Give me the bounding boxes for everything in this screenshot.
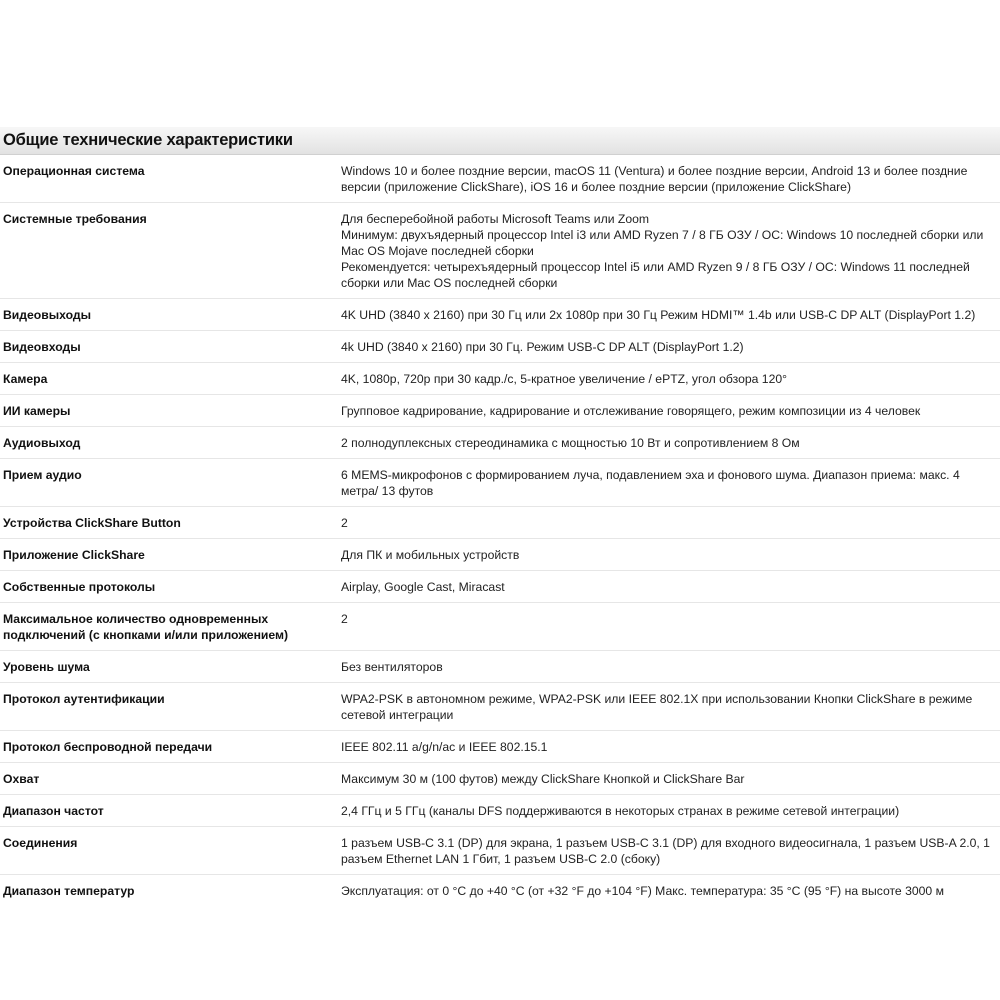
spec-row — [0, 331, 1000, 363]
spec-table-body — [0, 155, 1000, 906]
spec-label: Приложение ClickShare — [0, 539, 340, 571]
spec-label: Видеовыходы — [0, 299, 340, 331]
spec-value: Без вентиляторов — [340, 651, 1000, 683]
spec-label: Собственные протоколы — [0, 571, 340, 603]
spec-value: 2 — [340, 603, 1000, 651]
spec-label: Охват — [0, 763, 340, 795]
spec-label: Уровень шума — [0, 651, 340, 683]
spec-value: 4K, 1080p, 720p при 30 кадр./с, 5-кратное увеличение / ePTZ, угол обзора 120° — [340, 363, 1000, 395]
spec-row — [0, 427, 1000, 459]
spec-row — [0, 875, 1000, 907]
spec-value: Для ПК и мобильных устройств — [340, 539, 1000, 571]
spec-row — [0, 539, 1000, 571]
spec-label: Прием аудио — [0, 459, 340, 507]
spec-label: Видеовходы — [0, 331, 340, 363]
spec-row — [0, 363, 1000, 395]
spec-value: 4K UHD (3840 x 2160) при 30 Гц или 2x 1080p при 30 Гц Режим HDMI™ 1.4b или USB-C DP ALT (DisplayPort 1.2) — [340, 299, 1000, 331]
spec-row — [0, 683, 1000, 731]
spec-row — [0, 571, 1000, 603]
spec-row — [0, 507, 1000, 539]
spec-label: Камера — [0, 363, 340, 395]
spec-section — [0, 127, 1000, 906]
spec-value: 4k UHD (3840 x 2160) при 30 Гц. Режим USB-C DP ALT (DisplayPort 1.2) — [340, 331, 1000, 363]
section-header — [0, 127, 1000, 155]
spec-row — [0, 459, 1000, 507]
spec-label: ИИ камеры — [0, 395, 340, 427]
spec-value: Windows 10 и более поздние версии, macOS 11 (Ventura) и более поздние версии, Android 13 и более поздние версии (приложение ClickShare), iOS 16 и более поздние версии (приложение ClickShare) — [340, 155, 1000, 203]
spec-label: Максимальное количество одновременных подключений (с кнопками и/или приложением) — [0, 603, 340, 651]
spec-value: Для бесперебойной работы Microsoft Teams или Zoom Минимум: двухъядерный процессор Intel i3 или AMD Ryzen 7 / 8 ГБ ОЗУ / ОС: Windows 10 последней сборки или Mac OS Mojave последней сборки Рекомендуется: четырехъядерный процессор Intel i5 или AMD Ryzen 9 / 8 ГБ ОЗУ / ОС: Windows 11 последней сборки или Mac OS последней сборки — [340, 203, 1000, 299]
spec-label: Системные требования — [0, 203, 340, 299]
spec-table — [0, 155, 1000, 906]
section-title: Общие технические характеристики — [3, 131, 293, 149]
spec-value: 1 разъем USB-C 3.1 (DP) для экрана, 1 разъем USB-C 3.1 (DP) для входного видеосигнала, 1 разъем USB-A 2.0, 1 разъем Ethernet LAN 1 Гбит, 1 разъем USB-C 2.0 (сбоку) — [340, 827, 1000, 875]
spec-row — [0, 827, 1000, 875]
spec-value: Airplay, Google Cast, Miracast — [340, 571, 1000, 603]
spec-label: Диапазон частот — [0, 795, 340, 827]
spec-value: 2 полнодуплексных стереодинамика с мощностью 10 Вт и сопротивлением 8 Ом — [340, 427, 1000, 459]
spec-row — [0, 203, 1000, 299]
spec-label: Операционная система — [0, 155, 340, 203]
spec-row — [0, 763, 1000, 795]
spec-label: Протокол беспроводной передачи — [0, 731, 340, 763]
spec-row — [0, 731, 1000, 763]
spec-value: 2,4 ГГц и 5 ГГц (каналы DFS поддерживаются в некоторых странах в режиме сетевой интеграции) — [340, 795, 1000, 827]
spec-label: Диапазон температур — [3, 884, 135, 898]
spec-value: 6 MEMS-микрофонов с формированием луча, подавлением эха и фонового шума. Диапазон приема: макс. 4 метра/ 13 футов — [340, 459, 1000, 507]
spec-row — [0, 651, 1000, 683]
spec-value: IEEE 802.11 a/g/n/ac и IEEE 802.15.1 — [340, 731, 1000, 763]
spec-value: Групповое кадрирование, кадрирование и отслеживание говорящего, режим композиции из 4 человек — [340, 395, 1000, 427]
spec-row — [0, 155, 1000, 203]
spec-value: 2 — [340, 507, 1000, 539]
spec-row — [0, 395, 1000, 427]
spec-row — [0, 299, 1000, 331]
spec-label: Устройства ClickShare Button — [0, 507, 340, 539]
spec-label: Аудиовыход — [0, 427, 340, 459]
spec-label: Соединения — [0, 827, 340, 875]
spec-value: WPA2-PSK в автономном режиме, WPA2-PSK или IEEE 802.1X при использовании Кнопки ClickShare в режиме сетевой интеграции — [340, 683, 1000, 731]
spec-label: Протокол аутентификации — [0, 683, 340, 731]
spec-value: Максимум 30 м (100 футов) между ClickShare Кнопкой и ClickShare Bar — [340, 763, 1000, 795]
spec-row — [0, 603, 1000, 651]
spec-row — [0, 795, 1000, 827]
spec-value: Эксплуатация: от 0 °C до +40 °C (от +32 °F до +104 °F) Макс. температура: 35 °C (95 °F) на высоте 3000 м — [341, 884, 944, 898]
